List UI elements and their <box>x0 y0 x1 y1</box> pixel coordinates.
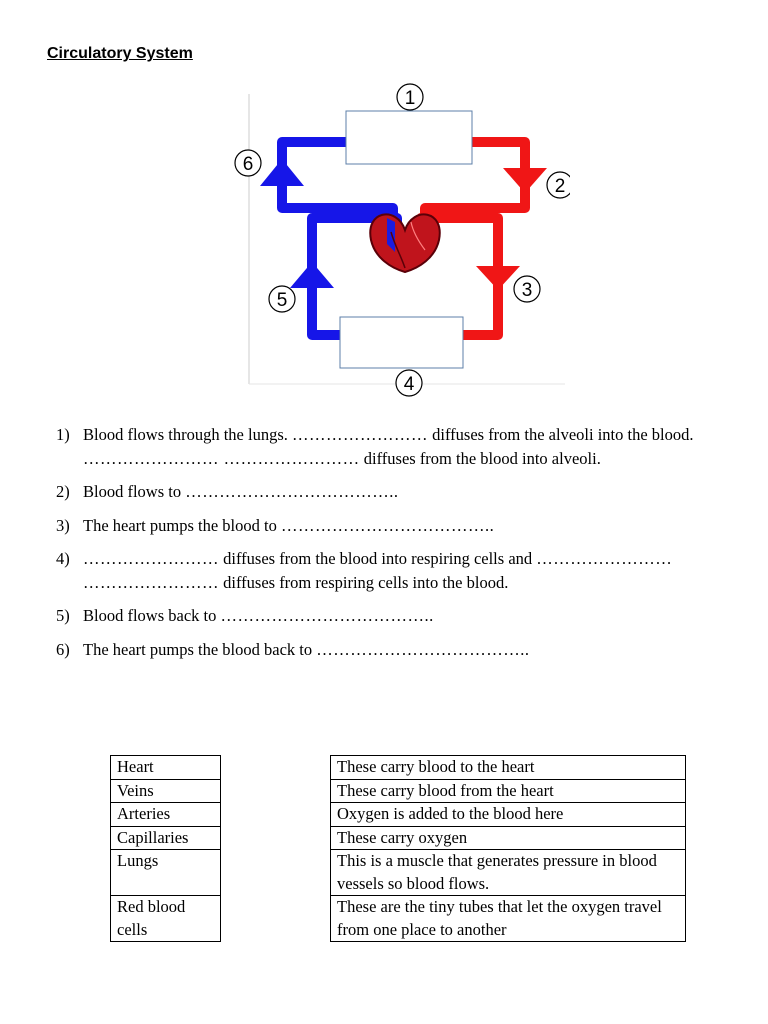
term-cell[interactable]: Lungs <box>111 850 221 896</box>
question-2 <box>56 480 736 504</box>
answer-blank[interactable]: …………………… …………………… <box>83 549 673 592</box>
question-number: 3) <box>56 515 70 535</box>
definition-cell[interactable]: These carry oxygen <box>331 826 686 850</box>
table-row <box>111 896 221 942</box>
label-number: 3 <box>521 280 533 301</box>
label-number: 2 <box>554 176 566 197</box>
term-cell[interactable]: Arteries <box>111 803 221 827</box>
answer-blank[interactable]: ……………………………….. <box>316 639 530 659</box>
label-number: 1 <box>404 88 416 109</box>
definitions-table <box>330 755 686 942</box>
table-row <box>331 803 686 827</box>
question-text: Blood flows through the lungs. <box>83 425 292 444</box>
question-number: 2) <box>56 482 70 501</box>
arrow-6-icon <box>260 159 304 186</box>
label-number: 6 <box>242 154 254 175</box>
heart-icon <box>370 214 439 272</box>
table-row <box>331 826 686 850</box>
term-cell[interactable]: Veins <box>111 779 221 803</box>
question-number: 4) <box>56 549 70 568</box>
box-1-lungs <box>346 111 472 164</box>
question-5 <box>56 604 736 628</box>
page-title: Circulatory System <box>47 45 193 62</box>
question-3 <box>56 514 736 538</box>
table-row <box>331 850 686 896</box>
question-number: 6) <box>56 639 70 659</box>
label-4 <box>396 370 422 396</box>
answer-blank[interactable]: …………………… <box>292 425 428 444</box>
question-number: 5) <box>56 606 70 625</box>
question-text: Blood flows to <box>83 482 186 501</box>
question-text: Blood flows back to <box>83 606 221 625</box>
definition-cell[interactable]: This is a muscle that generates pressure in blood vessels so blood flows. <box>331 850 686 896</box>
answer-blank[interactable]: ……………………………….. <box>280 515 495 535</box>
question-text: The heart pumps the blood back to <box>83 639 317 659</box>
question-text: diffuses from the alveoli into the blood. <box>428 425 694 444</box>
definition-cell[interactable]: These carry blood to the heart <box>331 756 686 780</box>
label-3 <box>514 276 540 302</box>
question-text: diffuses from respiring cells into the blood. <box>219 572 509 592</box>
term-cell[interactable]: Capillaries <box>111 826 221 850</box>
label-6 <box>235 150 261 176</box>
table-row <box>111 850 221 896</box>
circulation-diagram <box>225 82 570 400</box>
answer-blank[interactable]: …………………… <box>83 549 219 568</box>
table-row <box>331 779 686 803</box>
term-cell[interactable]: Red blood cells <box>111 896 221 942</box>
table-row <box>111 826 221 850</box>
label-5 <box>269 286 295 312</box>
arrow-3-icon <box>476 266 520 290</box>
question-text: The heart pumps the blood to <box>83 515 281 535</box>
table-row <box>331 896 686 942</box>
question-4 <box>56 547 736 594</box>
terms-table <box>110 755 221 942</box>
question-text: diffuses from the blood into respiring cells and <box>219 549 537 568</box>
question-1 <box>56 423 736 470</box>
question-6 <box>56 638 736 662</box>
label-number: 5 <box>276 290 288 311</box>
term-cell[interactable]: Heart <box>111 756 221 780</box>
box-4-body <box>340 317 463 368</box>
answer-blank[interactable]: ……………………………….. <box>185 482 399 501</box>
question-list <box>56 423 736 671</box>
definition-cell[interactable]: These are the tiny tubes that let the oxygen travel from one place to another <box>331 896 686 942</box>
table-row <box>111 756 221 780</box>
question-number: 1) <box>56 425 70 444</box>
table-row <box>111 779 221 803</box>
question-text: diffuses from the blood into alveoli. <box>359 448 601 468</box>
arrow-2-icon <box>503 168 547 193</box>
answer-blank[interactable]: …………………… …………………… <box>83 448 360 468</box>
label-number: 4 <box>403 374 415 395</box>
label-1 <box>397 84 423 110</box>
table-row <box>111 803 221 827</box>
arrow-5-icon <box>290 262 334 288</box>
answer-blank[interactable]: ……………………………….. <box>220 606 434 625</box>
label-2 <box>547 172 570 198</box>
definition-cell[interactable]: Oxygen is added to the blood here <box>331 803 686 827</box>
definition-cell[interactable]: These carry blood from the heart <box>331 779 686 803</box>
table-row <box>331 756 686 780</box>
